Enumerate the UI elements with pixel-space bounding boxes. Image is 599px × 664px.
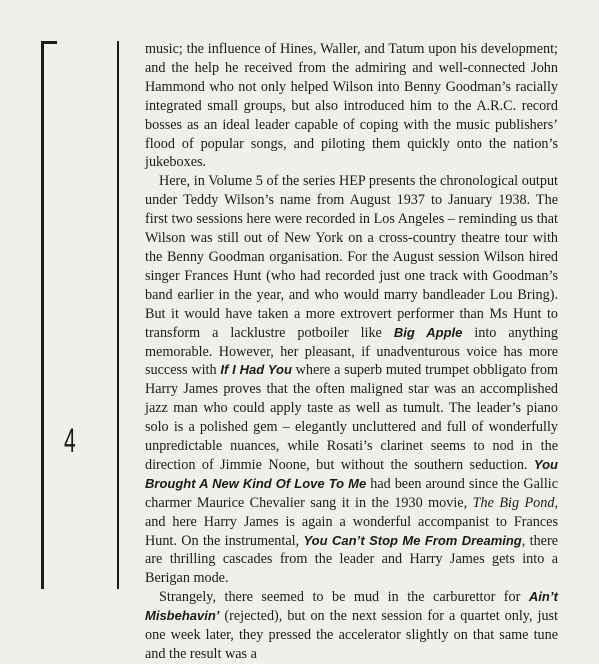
page-number: 4: [64, 422, 76, 460]
text-run: Strangely, there seemed to be mud in the carburettor for: [159, 589, 529, 606]
paragraph: [145, 172, 558, 588]
body-text: [145, 40, 558, 664]
text-run: (rejected), but on the next session for a quartet only, just one week later, they pressed the accelerator slightly on that same tune and the result was a: [145, 608, 558, 662]
text-run: had been around since the Gallic charmer Maurice Chevalier sang it in the 1930 movie,: [145, 475, 559, 511]
song-title: You Brought A New Kind Of Love To Me: [145, 456, 558, 491]
song-title: You Can’t Stop Me From Dreaming: [303, 532, 522, 548]
text-run: where a superb muted trumpet obbligato from Harry James proves that the often maligned star was an accomplished jazz man who could apply taste as well as tumult. The leader’s piano solo is a polished gem – elegantly uncluttered and full of wonderfully unpredictable nuances, while Rosati’s clarinet seems to nod in the direction of Jimmie Noone, but without the southern seduction.: [145, 362, 558, 473]
text-run: Here, in Volume 5 of the series HEP presents the chronological output under Teddy Wilson’s name from August 1937 to January 1938. The first two sessions here were recorded in Los Angeles – reminding us that Wilson was still out of New York on a cross-country theatre tour with the Benny Goodman organisation. For the August session Wilson hired singer Frances Hunt (who had recorded just one track with Goodman’s band earlier in the year, and who would marry bandleader Lou Bring). But it would have taken a more extrovert performer than Ms Hunt to transform a lacklustre potboiler like: [145, 173, 558, 341]
text-run: music; the influence of Hines, Waller, and Tatum upon his development; and the help he received from the admiring and well-connected John Hammond who not only helped Wilson into Benny Goodman’s racially integrated small groups, but also introduced him to the A.R.C. record bosses as an ideal leader capable of coping with the music publishers’ flood of popular songs, and piloting them quickly onto the nation’s jukeboxes.: [145, 41, 558, 171]
song-title: Big Apple: [393, 324, 463, 340]
text-run: , there are thrilling cascades from the leader and Harry James gets into a Berigan mode.: [145, 532, 558, 587]
text-run: , and here Harry James is again a wonderful accompanist to Frances Hunt. On the instrumental,: [145, 494, 558, 549]
margin-rule-right: [117, 41, 119, 589]
paragraph: [145, 40, 558, 172]
song-title: Ain’t Misbehavin’: [145, 589, 558, 624]
song-title: If I Had You: [220, 362, 292, 378]
margin-rule-left: [41, 41, 44, 589]
film-title: The Big Pond: [472, 494, 555, 511]
paragraph: [145, 588, 558, 664]
text-run: into anything memorable. However, her pleasant, if unadventurous voice has more success with: [145, 324, 558, 379]
